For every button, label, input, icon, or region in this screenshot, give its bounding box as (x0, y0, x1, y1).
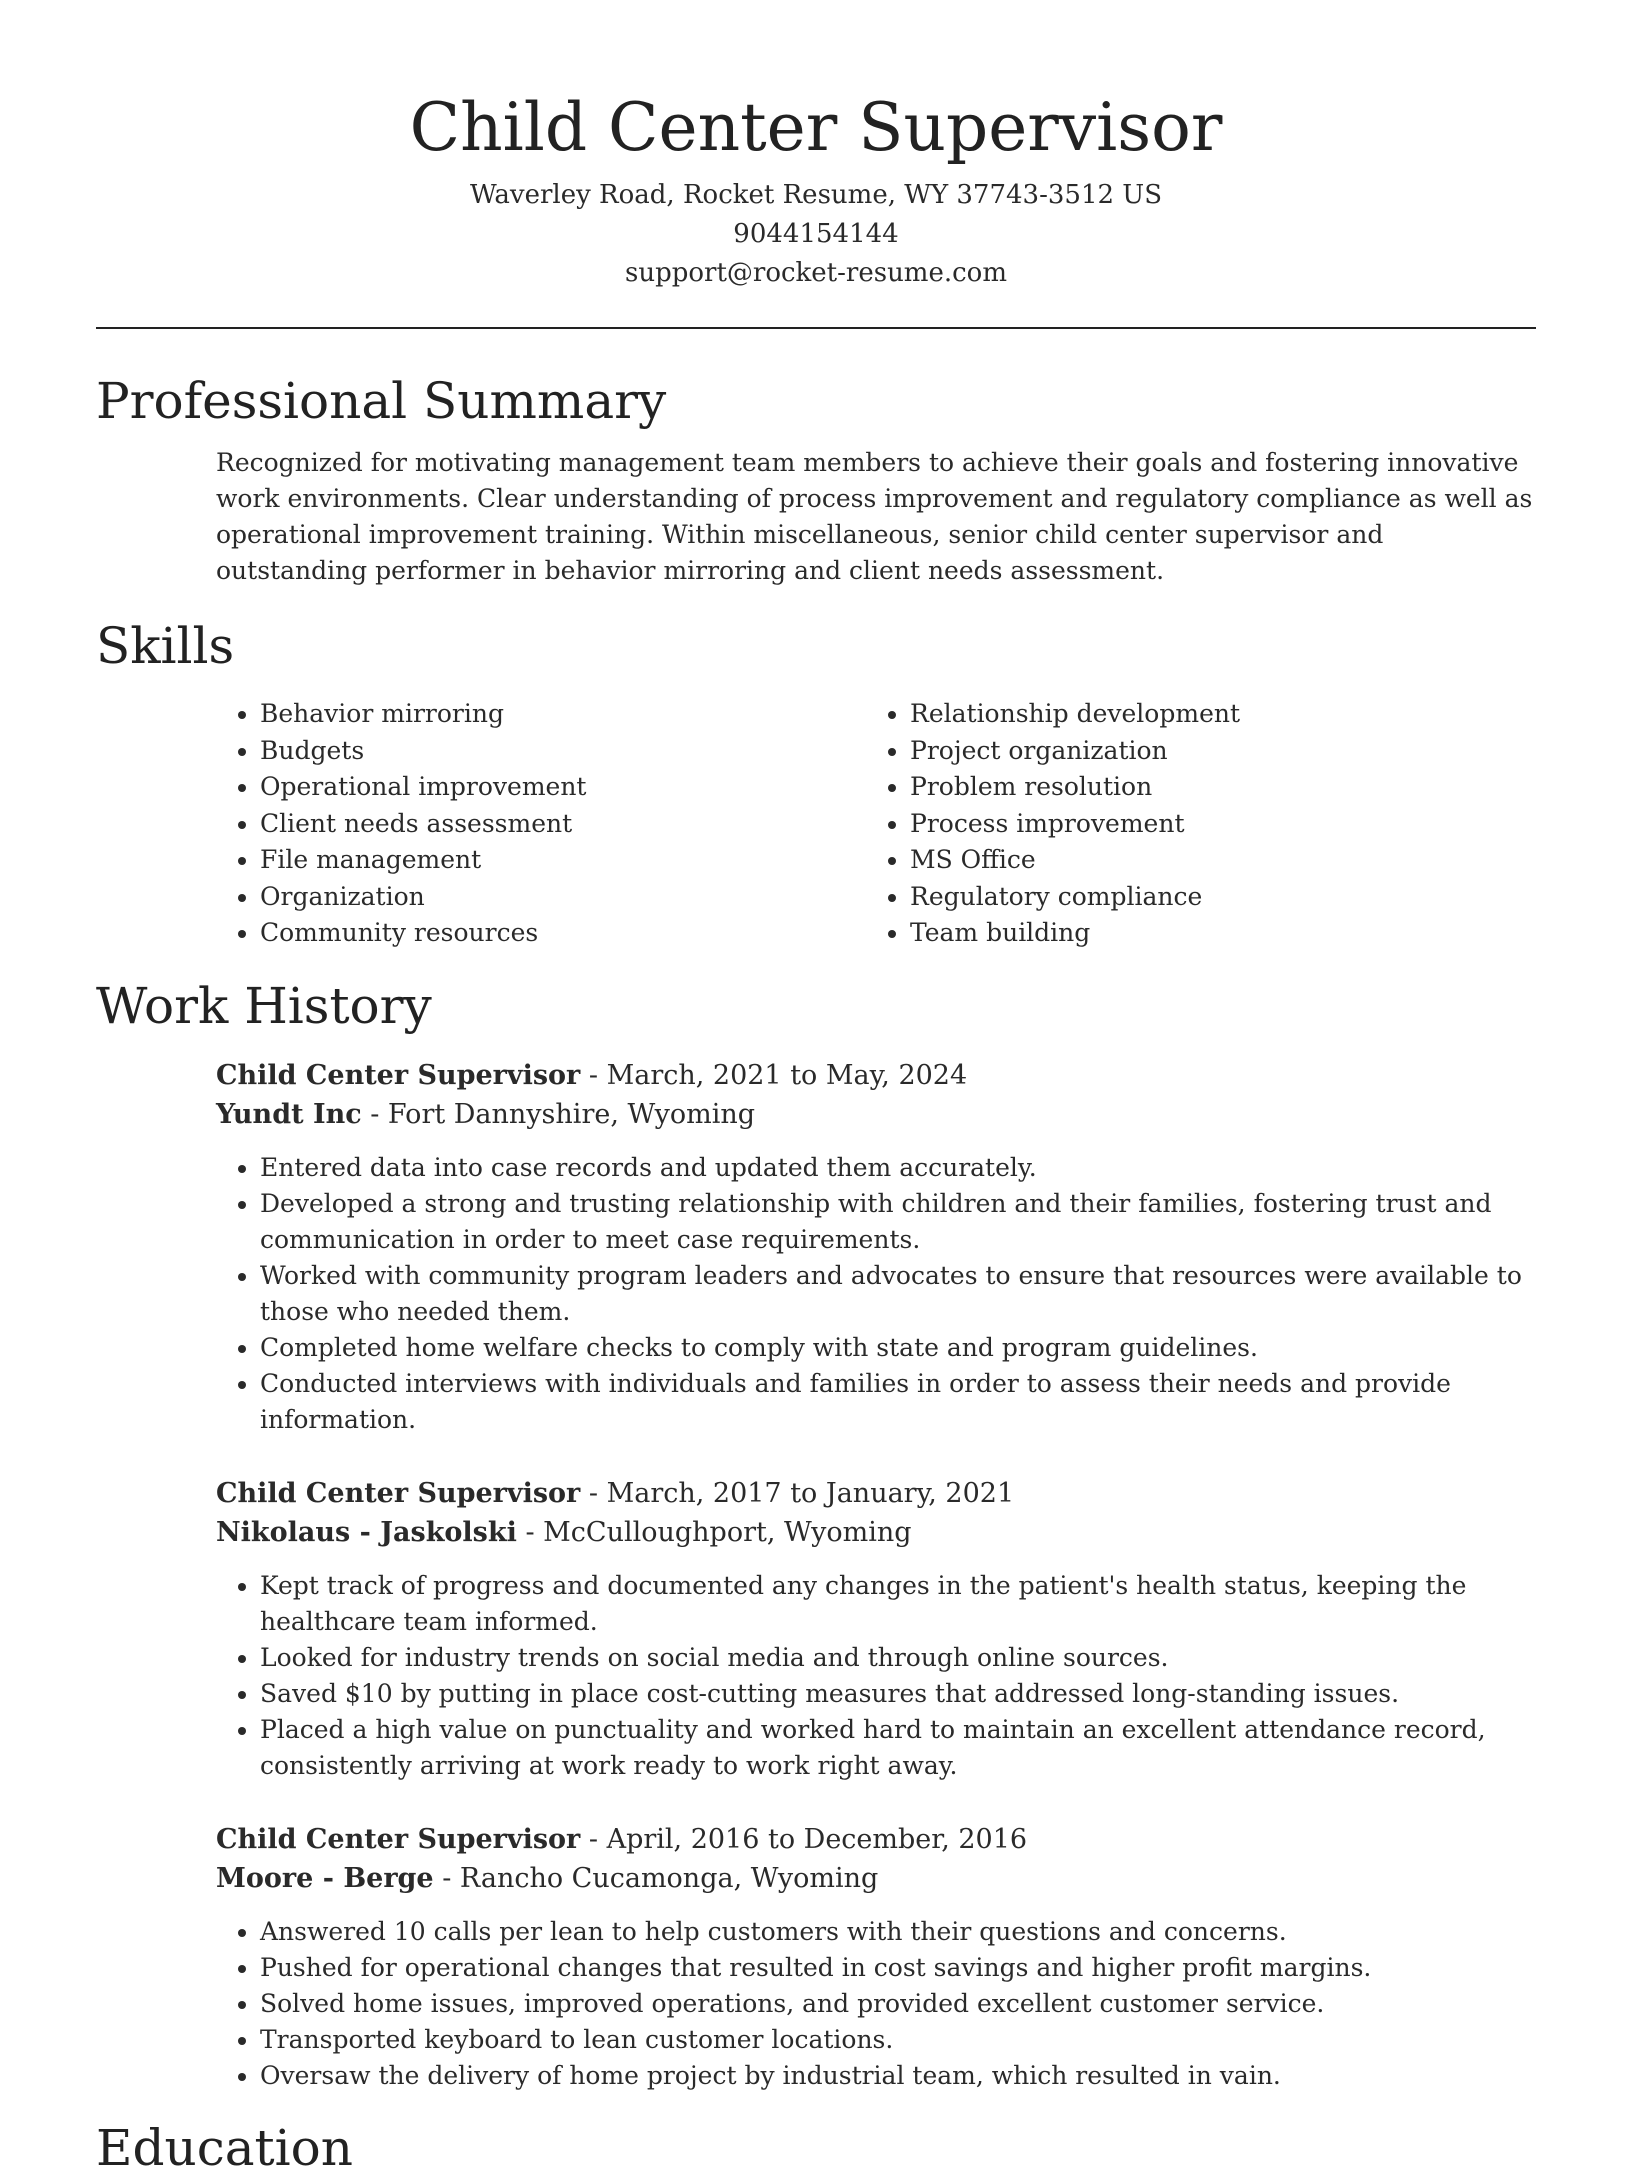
job-title-line (216, 1474, 1536, 1513)
job-bullet: • Answered 10 calls per lean to help customers with their questions and concerns. (260, 1914, 1536, 1950)
skill-item: • Operational improvement (260, 769, 866, 806)
job-company-line (216, 1859, 1536, 1898)
summary-section (96, 369, 1536, 589)
skill-item: • Community resources (260, 915, 866, 952)
job-bullet: • Conducted interviews with individuals and families in order to assess their needs and provide information. (260, 1366, 1536, 1438)
job-title: Child Center Supervisor (216, 1477, 581, 1509)
job-bullets (216, 1568, 1536, 1784)
job-bullet: • Completed home welfare checks to comply with state and program guidelines. (260, 1330, 1536, 1366)
job-company-line (216, 1095, 1536, 1134)
job-title: Child Center Supervisor (216, 1059, 581, 1091)
job-title-line (216, 1056, 1536, 1095)
job-bullet: • Entered data into case records and updated them accurately. (260, 1150, 1536, 1186)
job-bullet: • Transported keyboard to lean customer locations. (260, 2022, 1536, 2058)
job-bullet: • Saved $10 by putting in place cost-cutting measures that addressed long-standing issues. (260, 1676, 1536, 1712)
contact-block (96, 176, 1536, 293)
skills-heading: Skills (96, 617, 235, 675)
job-entry (216, 1474, 1536, 1784)
job-company: Nikolaus - Jaskolski (216, 1516, 517, 1548)
skills-columns (216, 696, 1536, 952)
skill-item: • Relationship development (910, 696, 1516, 733)
skill-item: • Client needs assessment (260, 806, 866, 843)
job-company: Yundt Inc (216, 1098, 362, 1130)
job-bullet: • Pushed for operational changes that resulted in cost savings and higher profit margins. (260, 1950, 1536, 1986)
education-heading: Education (96, 2118, 353, 2177)
skill-item: • MS Office (910, 842, 1516, 879)
job-company-line (216, 1513, 1536, 1552)
skill-item: • Problem resolution (910, 769, 1516, 806)
summary-heading: Professional Summary (96, 372, 667, 430)
skill-item: • Project organization (910, 733, 1516, 770)
job-bullet: • Oversaw the delivery of home project by industrial team, which resulted in vain. (260, 2058, 1536, 2094)
skill-item: • Regulatory compliance (910, 879, 1516, 916)
contact-email: support@rocket-resume.com (624, 258, 1007, 288)
skills-list-left (216, 696, 866, 952)
education-section (96, 2116, 1536, 2180)
job-location: - McCulloughport, Wyoming (516, 1516, 912, 1548)
job-title: Child Center Supervisor (216, 1823, 581, 1855)
work-history-heading: Work History (96, 976, 432, 1035)
resume-page (96, 0, 1536, 2180)
job-bullet: • Developed a strong and trusting relationship with children and their families, fostering trust and communication in order to meet case requirements. (260, 1186, 1536, 1258)
job-dates: - March, 2021 to May, 2024 (580, 1059, 968, 1091)
skill-item: • Behavior mirroring (260, 696, 866, 733)
summary-text: Recognized for motivating management team members to achieve their goals and fostering innovative work environments. Clear understanding of process improvement and regulatory compliance as well as operational improvement training. Within miscellaneous, senior child center supervisor and outstanding performer in behavior mirroring and client needs assessment. (216, 448, 1533, 585)
job-company: Moore - Berge (216, 1862, 434, 1894)
job-bullet: • Placed a high value on punctuality and worked hard to maintain an excellent attendance record, consistently arriving at work ready to work right away. (260, 1712, 1536, 1784)
job-dates: - March, 2017 to January, 2021 (580, 1477, 1015, 1509)
job-title-line (216, 1820, 1536, 1859)
skill-item: • File management (260, 842, 866, 879)
job-bullet: • Kept track of progress and documented any changes in the patient's health status, keeping the healthcare team informed. (260, 1568, 1536, 1640)
job-bullets (216, 1150, 1536, 1438)
job-location: - Rancho Cucamonga, Wyoming (433, 1862, 879, 1894)
job-entry (216, 1820, 1536, 2094)
work-history-section (96, 974, 1536, 2094)
skills-section (96, 614, 1536, 952)
candidate-name: Child Center Supervisor (409, 89, 1223, 166)
skills-list-right (866, 696, 1516, 952)
job-bullet: • Worked with community program leaders and advocates to ensure that resources were available to those who needed them. (260, 1258, 1536, 1330)
job-bullets (216, 1914, 1536, 2094)
job-location: - Fort Dannyshire, Wyoming (361, 1098, 756, 1130)
header-divider (96, 327, 1536, 329)
skill-item: • Budgets (260, 733, 866, 770)
job-dates: - April, 2016 to December, 2016 (580, 1823, 1028, 1855)
contact-address: Waverley Road, Rocket Resume, WY 37743-3512 US (469, 180, 1163, 210)
contact-phone: 9044154144 (733, 219, 899, 249)
skill-item: • Team building (910, 915, 1516, 952)
job-entry (216, 1056, 1536, 1438)
skill-item: • Organization (260, 879, 866, 916)
job-bullet: • Looked for industry trends on social media and through online sources. (260, 1640, 1536, 1676)
skill-item: • Process improvement (910, 806, 1516, 843)
job-bullet: • Solved home issues, improved operations, and provided excellent customer service. (260, 1986, 1536, 2022)
